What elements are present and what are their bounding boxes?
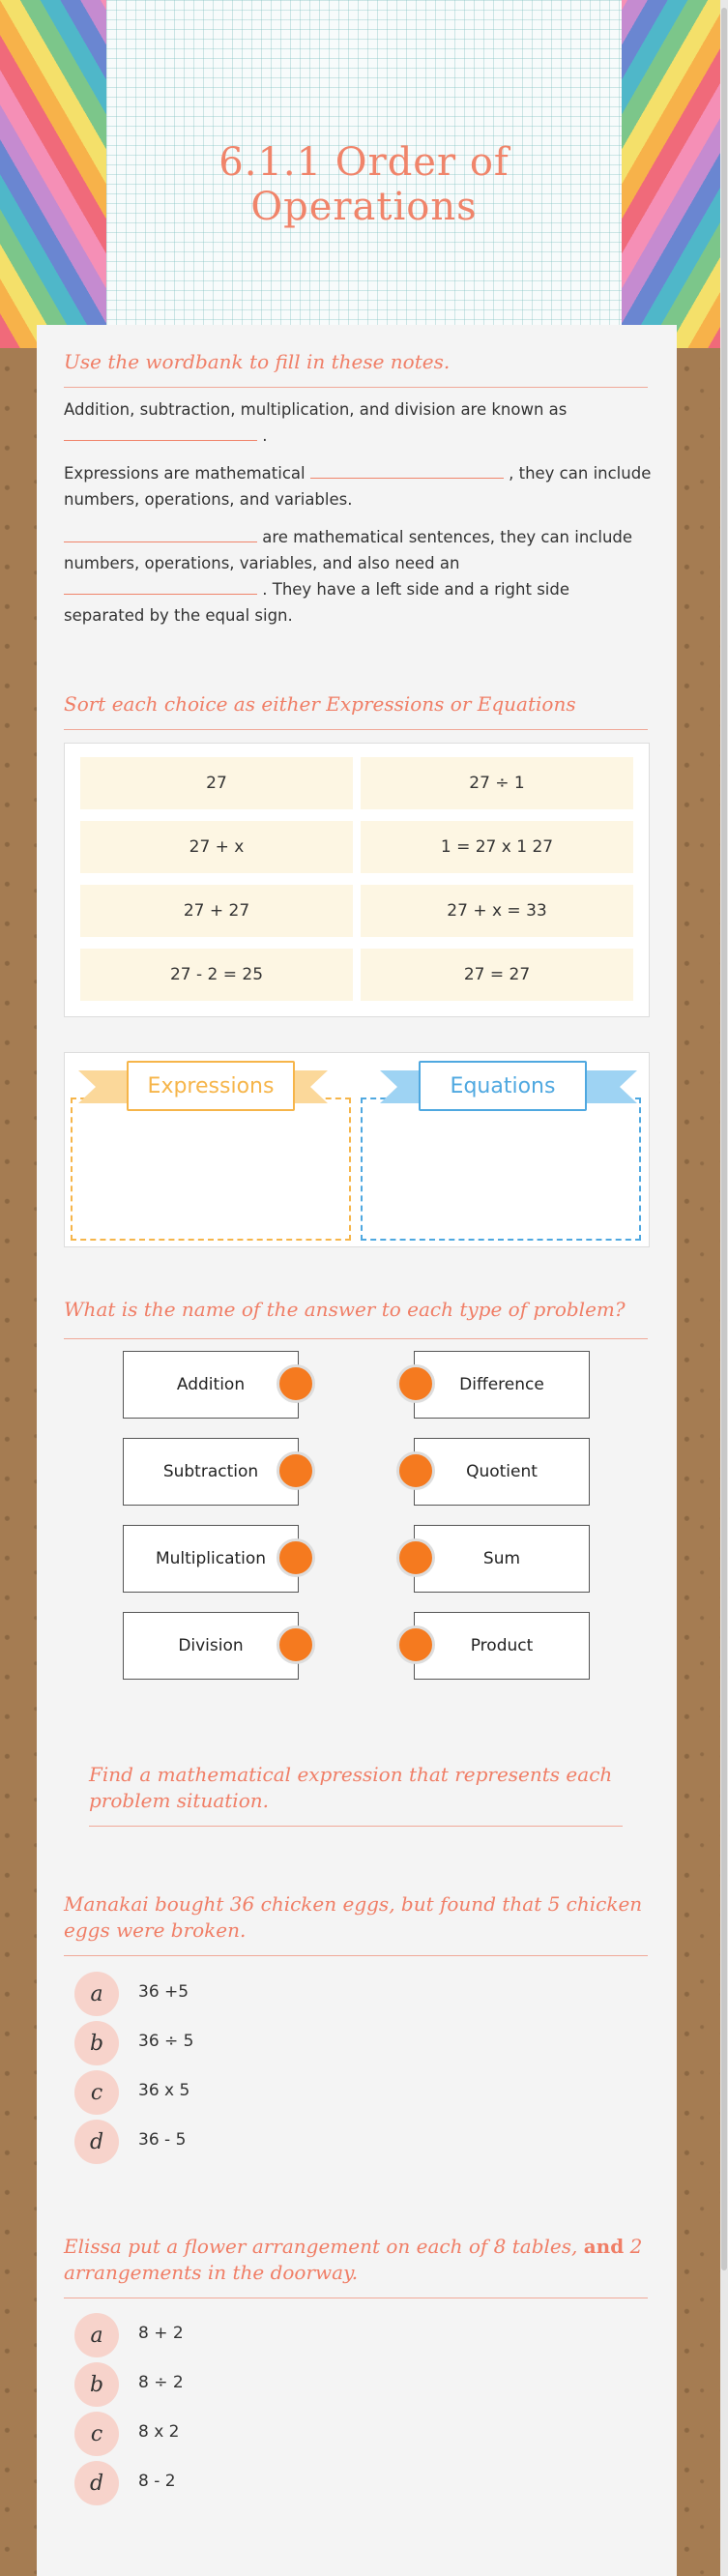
sort-chip[interactable]: 27 = 27: [361, 949, 633, 1001]
question-2-text-c: 2 arrangements in the doorway.: [64, 2235, 643, 2284]
q2-option-d[interactable]: 8 - 2: [138, 2472, 176, 2491]
notes-paragraph-3: [64, 524, 654, 629]
sort-chip[interactable]: 27 + 27: [80, 885, 353, 937]
sort-chip[interactable]: 1 = 27 x 1 27: [361, 821, 633, 873]
match-connector-left[interactable]: [277, 1625, 315, 1664]
match-item-division[interactable]: Division: [123, 1612, 299, 1680]
sort-chip[interactable]: 27 - 2 = 25: [80, 949, 353, 1001]
option-letter-d[interactable]: d: [74, 2461, 119, 2505]
match-item-product[interactable]: Product: [414, 1612, 590, 1680]
vertical-scrollbar[interactable]: [720, 0, 728, 2576]
option-letter-c[interactable]: c: [74, 2412, 119, 2456]
match-connector-right[interactable]: [396, 1364, 435, 1403]
equations-drop-zone[interactable]: [361, 1098, 641, 1241]
match-item-multiplication[interactable]: Multiplication: [123, 1525, 299, 1593]
expressions-label: Expressions: [127, 1061, 295, 1111]
notes-p2-end: , they can include numbers, operations, and variables.: [64, 464, 652, 509]
sort-heading: Sort each choice as either Expressions or Equations: [64, 692, 648, 730]
q2-option-a[interactable]: 8 + 2: [138, 2324, 184, 2343]
sort-choices-box: [64, 743, 650, 1017]
sort-chip[interactable]: 27 + x = 33: [361, 885, 633, 937]
q1-option-c[interactable]: 36 x 5: [138, 2081, 190, 2100]
blank-input-4[interactable]: [64, 578, 257, 595]
match-connector-left[interactable]: [277, 1364, 315, 1403]
option-letter-a[interactable]: a: [74, 2313, 119, 2357]
chevron-pattern-left: [0, 0, 106, 348]
sort-chip[interactable]: 27 + x: [80, 821, 353, 873]
sort-chip[interactable]: 27: [80, 757, 353, 809]
option-letter-d[interactable]: d: [74, 2120, 119, 2164]
expression-section-heading: Find a mathematical expression that represents each problem situation.: [89, 1762, 623, 1827]
option-letter-b[interactable]: b: [74, 2362, 119, 2407]
match-connector-right[interactable]: [396, 1451, 435, 1490]
q1-option-b[interactable]: 36 ÷ 5: [138, 2032, 194, 2051]
question-2-text: [64, 2234, 648, 2298]
match-connector-right[interactable]: [396, 1625, 435, 1664]
blank-input-3[interactable]: [64, 526, 257, 542]
match-connector-left[interactable]: [277, 1451, 315, 1490]
expressions-drop-zone[interactable]: [71, 1098, 351, 1241]
question-1-text: Manakai bought 36 chicken eggs, but found that 5 chicken eggs were broken.: [64, 1891, 648, 1956]
notes-paragraph-1: [64, 396, 654, 449]
notes-p3-mid: are mathematical sentences, they can include numbers, operations, variables, and also need an: [64, 528, 633, 572]
blank-input-1[interactable]: [64, 424, 257, 441]
match-item-quotient[interactable]: Quotient: [414, 1438, 590, 1506]
notes-p1-end: .: [262, 426, 268, 445]
page-title: 6.1.1 Order of Operations: [218, 140, 510, 229]
option-letter-c[interactable]: c: [74, 2070, 119, 2115]
match-item-subtraction[interactable]: Subtraction: [123, 1438, 299, 1506]
sort-drop-area: [64, 1052, 650, 1247]
match-item-addition[interactable]: Addition: [123, 1351, 299, 1419]
equations-label: Equations: [419, 1061, 587, 1111]
notes-p3-end: . They have a left side and a right side separated by the equal sign.: [64, 580, 570, 625]
q1-option-a[interactable]: 36 +5: [138, 1982, 189, 2002]
match-item-difference[interactable]: Difference: [414, 1351, 590, 1419]
blank-input-2[interactable]: [310, 462, 504, 479]
option-letter-b[interactable]: b: [74, 2021, 119, 2065]
sort-chip[interactable]: 27 ÷ 1: [361, 757, 633, 809]
match-connector-left[interactable]: [277, 1538, 315, 1577]
q2-option-c[interactable]: 8 x 2: [138, 2422, 180, 2442]
q1-option-d[interactable]: 36 - 5: [138, 2130, 187, 2150]
match-item-sum[interactable]: Sum: [414, 1525, 590, 1593]
chevron-pattern-right: [622, 0, 728, 348]
match-connector-right[interactable]: [396, 1538, 435, 1577]
notes-p1-text: Addition, subtraction, multiplication, and division are known as: [64, 400, 568, 419]
option-letter-a[interactable]: a: [74, 1972, 119, 2016]
notes-heading: Use the wordbank to fill in these notes.: [64, 350, 648, 388]
question-2-text-a: Elissa put a flower arrangement on each of 8 tables,: [64, 2235, 578, 2258]
q2-option-b[interactable]: 8 ÷ 2: [138, 2373, 184, 2392]
scrollbar-thumb[interactable]: [721, 8, 727, 2270]
match-heading: What is the name of the answer to each type of problem?: [64, 1298, 648, 1339]
question-2-text-b: and: [583, 2235, 625, 2258]
notes-paragraph-2: [64, 460, 654, 512]
header-banner: [0, 0, 728, 348]
notes-p2-start: Expressions are mathematical: [64, 464, 306, 483]
